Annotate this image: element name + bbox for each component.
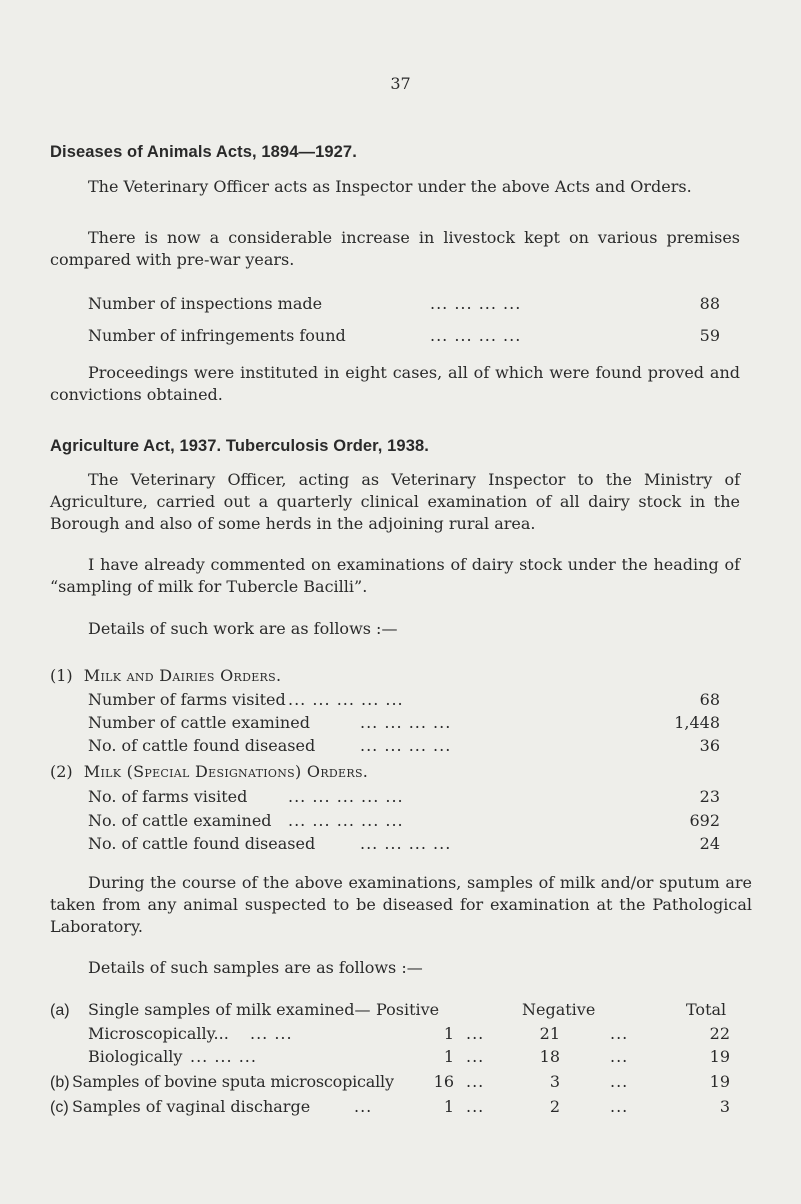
group-number: (2)	[50, 762, 73, 781]
paragraph-inspector	[50, 176, 740, 198]
paragraph-text: The Veterinary Officer acts as Inspector under the above Acts and Orders.	[88, 177, 692, 196]
column-header-negative: Negative	[522, 1000, 596, 1019]
row-marker: (b)	[50, 1074, 70, 1091]
leader-dots: ...	[610, 1024, 629, 1043]
leader-dots: ... ... ... ... ...	[288, 690, 404, 709]
samples-heading-text: Single samples of milk examined—	[88, 1000, 371, 1019]
group1-row-farms-visited	[88, 690, 720, 709]
stat-label: Number of infringements found	[88, 326, 346, 345]
negative-value: 2	[549, 1097, 560, 1116]
samples-header-row	[50, 1000, 740, 1020]
group2-row-cattle-diseased	[88, 834, 720, 853]
leader-dots: ...	[466, 1072, 485, 1091]
paragraph-proceedings	[50, 362, 740, 406]
row-marker: (c)	[50, 1099, 69, 1116]
row-value: 24	[699, 834, 720, 853]
paragraph-livestock-increase	[50, 227, 740, 271]
leader-dots: ...	[610, 1072, 629, 1091]
leader-dots: ... ... ...	[190, 1047, 257, 1066]
positive-value: 16	[433, 1072, 454, 1091]
samples-row-bovine-sputa	[50, 1072, 740, 1092]
paragraph-samples-taken	[50, 872, 752, 938]
row-label: No. of cattle found diseased	[88, 736, 316, 755]
total-value: 19	[709, 1072, 730, 1091]
paragraph-details-samples	[50, 957, 740, 979]
stat-row-inspections	[88, 294, 720, 313]
leader-dots: ...	[610, 1097, 629, 1116]
row-value: 1,448	[674, 713, 720, 732]
stat-value: 88	[699, 294, 720, 313]
leader-dots: ... ... ... ... ...	[288, 811, 404, 830]
row-label: Number of cattle examined	[88, 713, 310, 732]
paragraph-text: The Veterinary Officer, acting as Veterinary Inspector to the Ministry of Agriculture, carried out a quarterly clinical examination of all dairy stock in the Borough and also of some herds in the adjoining rural area.	[50, 470, 740, 533]
leader-dots: ...	[610, 1047, 629, 1066]
paragraph-text: I have already commented on examinations of dairy stock under the heading of “sampling of milk for Tubercle Bacilli”.	[50, 555, 740, 596]
leader-dots: ... ... ... ... ...	[288, 787, 404, 806]
group-title: Milk (Special Designations) Orders.	[83, 762, 369, 781]
row-value: 692	[689, 811, 720, 830]
group1-row-cattle-examined	[88, 713, 720, 732]
row-label: Number of farms visited	[88, 690, 286, 709]
stat-row-infringements	[88, 326, 720, 345]
row-label: Biologically	[88, 1047, 183, 1066]
total-value: 22	[709, 1024, 730, 1043]
column-header-positive: Positive	[376, 1000, 440, 1019]
row-label: Samples of vaginal discharge	[72, 1097, 311, 1116]
paragraph-text: Proceedings were instituted in eight cases, all of which were found proved and convictions obtained.	[50, 363, 740, 404]
row-label: Microscopically...	[88, 1024, 229, 1043]
leader-dots: ...	[466, 1024, 485, 1043]
paragraph-text: Details of such work are as follows :—	[88, 619, 398, 638]
row-value: 23	[699, 787, 720, 806]
row-label: No. of cattle examined	[88, 811, 272, 830]
leader-dots: ... ... ... ...	[360, 736, 452, 755]
positive-value: 1	[443, 1097, 454, 1116]
samples-row-vaginal-discharge	[50, 1097, 740, 1117]
group-title: Milk and Dairies Orders.	[83, 666, 282, 685]
group1-row-cattle-diseased	[88, 736, 720, 755]
row-label: No. of cattle found diseased	[88, 834, 316, 853]
row-label: Samples of bovine sputa microscopically	[72, 1072, 394, 1091]
paragraph-text: During the course of the above examinations, samples of milk and/or sputum are taken from any animal suspected to be diseased for examination at the Pathological Laboratory.	[50, 873, 752, 936]
positive-value: 1	[443, 1024, 454, 1043]
total-value: 19	[709, 1047, 730, 1066]
paragraph-already-commented	[50, 554, 740, 598]
negative-value: 18	[539, 1047, 560, 1066]
positive-value: 1	[443, 1047, 454, 1066]
negative-value: 3	[549, 1072, 560, 1091]
group2-row-cattle-examined	[88, 811, 720, 830]
leader-dots: ... ... ... ...	[430, 326, 522, 345]
column-header-total: Total	[686, 1000, 727, 1019]
total-value: 3	[719, 1097, 730, 1116]
leader-dots: ...	[354, 1097, 373, 1116]
leader-dots: ...	[466, 1097, 485, 1116]
paragraph-quarterly-examination	[50, 469, 740, 535]
group-heading-special-designations	[50, 762, 368, 781]
stat-label: Number of inspections made	[88, 294, 323, 313]
row-value: 68	[699, 690, 720, 709]
section-heading-diseases-of-animals: Diseases of Animals Acts, 1894—1927.	[50, 143, 357, 161]
page-number: 37	[390, 74, 411, 93]
paragraph-text: There is now a considerable increase in livestock kept on various premises compared with pre-war years.	[50, 228, 740, 269]
paragraph-text: Details of such samples are as follows :—	[88, 958, 423, 977]
group-number: (1)	[50, 666, 73, 685]
row-label: No. of farms visited	[88, 787, 248, 806]
leader-dots: ...	[466, 1047, 485, 1066]
leader-dots: ... ... ... ...	[360, 834, 452, 853]
negative-value: 21	[539, 1024, 560, 1043]
section-heading-agriculture-act: Agriculture Act, 1937. Tuberculosis Order, 1938.	[50, 437, 429, 455]
stat-value: 59	[699, 326, 720, 345]
leader-dots: ... ... ... ...	[360, 713, 452, 732]
leader-dots: ... ...	[250, 1024, 293, 1043]
paragraph-details-work	[50, 618, 740, 640]
row-value: 36	[699, 736, 720, 755]
leader-dots: ... ... ... ...	[430, 294, 522, 313]
row-marker: (a)	[50, 1002, 70, 1019]
group2-row-farms-visited	[88, 787, 720, 806]
group-heading-milk-dairies	[50, 666, 281, 685]
